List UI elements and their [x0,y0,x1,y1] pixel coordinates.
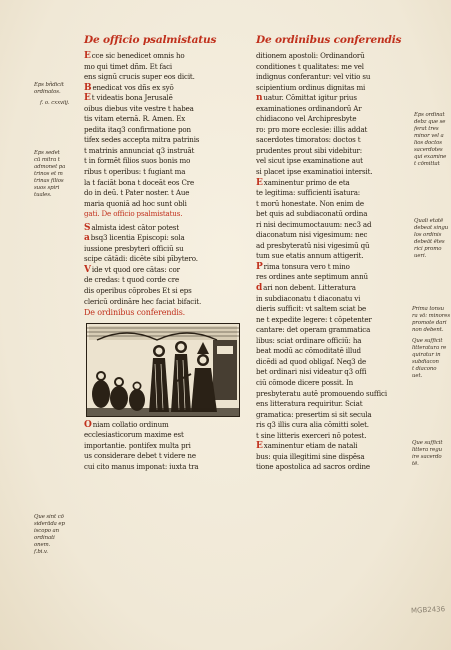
text-line-rest: t videatis bona Jerusalē [91,93,173,103]
text-line: de credas: t quod corde cre [84,275,180,285]
text-line: dis operibus cōprobes Et si eps [84,286,192,296]
text-line: vel sicut ipse examinatione aut [256,156,363,166]
text-line: sacerdotes timoratos: doctos t [256,135,361,145]
text-line-rest: xaminentur etiam de natali [263,441,358,451]
text-line: ne t expedite legere: t cōpetenter [256,314,372,324]
left-text-block-a [84,51,256,220]
text-line [84,265,256,276]
text-line: ens litteratura requiritur. Sciat [256,399,363,409]
text-line: chidiacono vel Archipresbyte [256,114,357,124]
text-line-rest: niam collatio ordinum [92,419,169,429]
text-line: cantare: det operam grammatica [256,325,371,335]
text-line: pedita itaq3 confirmatione pon [84,124,191,134]
text-line: scipe cātādi: dicēte sibi pībytero. [84,254,198,264]
text-line [84,233,256,244]
margin-reference: f. o. cxxviij. [40,100,70,106]
text-line: ris q3 illis cura alia cōmitti solet. [256,420,369,430]
text-line: indignus conferantur: vel vitio su [256,72,371,82]
rubric-initial: S [84,222,91,233]
right-heading: De ordinibus conferendis [256,34,402,46]
text-line-rest: almista idest cātor potest [91,222,180,232]
text-line: tifex sedes accepta mitra patrinis [84,135,200,145]
right-column [256,34,428,473]
text-line: maria quoniā ad hoc sunt obli [84,198,187,208]
text-line [256,283,428,294]
text-line [84,51,256,62]
text-line: ens signū crucis super eos dicit. [84,72,195,82]
text-line: in subdiaconatu t diaconatu vi [256,293,361,303]
text-line: ciū cōmode dicere possit. In [256,377,354,387]
text-line: conditiones t qualitates: me vel [256,61,364,71]
text-line [256,93,428,104]
text-line: ribus t operibus: t fugiant ma [84,167,186,177]
text-line [256,441,428,452]
text-line: cui cito manus imponat: iuxta tra [84,461,199,471]
rubric-initial: E [84,93,91,104]
text-line: presbyteratu autē promouendo suffici [256,388,387,398]
margin-note-bishop-sits: Eps sedet cū mitra t admonet pa trinos et m trinas filios suos spiri tuales. [34,150,66,198]
text-line: tum sue etatis annum attigerit. [256,251,364,261]
text-line: bet ordinari nisi videatur q3 offi [256,367,367,377]
woodcut-ordination-scene [87,324,239,416]
text-line: dicēdi ad quod obligaf. Neq3 de [256,356,367,366]
text-line: la t faciāt bona t doceāt eos Cre [84,177,195,187]
text-line: bus: quia illegitimi sine dispēsa [256,451,365,461]
margin-note-considerations: Que sint cō siderāda ep iscopo an ordinati onem. f.bi.v. [34,514,65,555]
text-line: tione apostolica ad sacros ordine [256,462,370,472]
text-line: ri nisi decimumoctauum: nec3 ad [256,219,372,229]
text-line: importantie. pontifex multa pri [84,440,191,450]
text-line [84,83,256,94]
rubric-initial: O [84,419,92,430]
left-text-block-c [84,420,256,473]
rubric-initial: E [256,441,263,452]
text-line: mo qui timet dñm. Et faci [84,61,173,71]
text-line [84,420,256,431]
text-line: si placet ipse examinatioi intersit. [256,167,373,177]
text-line: t matrinis annunciat q3 instruāt [84,145,195,155]
rubric-initial: E [84,51,91,61]
rubric-initial: n [256,93,263,104]
text-line: prudentes prout sibi videbitur: [256,145,362,155]
text-line: gati. De officio psalmistatus. [84,209,183,219]
text-line-rest: ari non debent. Litteratura [263,283,356,293]
text-line: ad presbyteratū nisi vigesimū qū [256,240,370,250]
text-line-rest: uatur. Cōmittat igitur prius [263,93,357,103]
text-line: libus: sciat ordinare officiū: ha [256,335,362,345]
text-line: gramatica: presertim si sit secula [256,409,372,419]
left-heading: De officio psalmistatus [84,34,217,46]
margin-note-age: Quali etatē debeat singu los ordinis debeāt ētes rici promo ueri. [414,218,449,259]
text-line [84,223,256,234]
text-line: beat modū ac cōmoditatē illud [256,346,361,356]
text-line: do in deū. t Pater noster. t Aue [84,188,190,198]
rubric-initial: E [256,177,263,188]
text-line: iussione presbyteri officiū su [84,243,184,253]
left-text-block-b [84,223,256,307]
margin-note-bishop-blesses: Eps bñdicit ordinatos. [34,82,64,95]
rubric-initial: B [84,82,92,93]
text-line: clericū ordināre hec faciat bifacit. [84,296,202,306]
text-line: us considerare debet t videre ne [84,451,196,461]
left-column [84,34,256,472]
text-line: diaconatum nisi vigesimum: nec [256,230,368,240]
text-line [256,262,428,273]
catalog-stamp: MGB2436 [410,605,446,615]
text-line: t morū honestate. Non enim de [256,198,364,208]
text-line: scipientium ordinus dignitas mi [256,82,366,92]
text-line-rest: xaminentur primo de eta [263,177,350,187]
left-subheading: De ordinibus conferendis. [84,308,186,318]
rubric-initial: P [256,261,263,272]
rubric-initial: a [84,233,90,244]
text-line [84,93,256,104]
text-line: t sine litteris exerceri nō potest. [256,430,367,440]
text-line-rest: rima tonsura vero t mino [263,261,350,271]
margin-note-tonsure: Prima tonsu ra vō: minores promote dari non debent. [412,306,451,333]
rubric-initial: V [84,264,91,275]
text-line: ecclesiasticorum maxime est [84,430,184,440]
right-text-block [256,51,428,473]
text-line: dieris sufficit: vt saltem sciat be [256,304,367,314]
text-line-rest: enedicat vos dñs ex syō [92,82,174,92]
margin-note-literacy: Que sufficit litteratura re quiratur in subdiacon t diacono uet. [412,338,447,379]
text-line-rest: bsq3 licentia Episcopi: sola [90,233,185,243]
text-line: te legitima: sufficienti īsatura: [256,188,361,198]
text-line: bet quis ad subdiaconatū ordina [256,209,368,219]
margin-note-examiners: Eps ordinat debz que se ferat tres minor vel a lios doctos sacerdotes qui examine t cōmittat [414,112,447,167]
text-line-rest: ide vt quod ore cātas: cor [91,264,180,274]
woodcut-illustration [86,323,240,417]
text-line: ro: pro more ecclesie: illis addat [256,124,368,134]
text-line: ditionem apostoli: Ordinandorū [256,51,365,60]
text-line: examinationes ordinandorū Ar [256,103,362,113]
margin-note-priest-literacy: Que sufficit littera regu ire sacerdo tē. [412,440,443,467]
rubric-initial: d [256,283,263,294]
text-line: res ordines ante septimum annū [256,272,368,282]
text-line: t in formēt filios suos bonis mo [84,156,191,166]
text-line: oibus diebus vite vestre t habea [84,103,194,113]
text-line-rest: cce sic benedicet omnis ho [91,51,185,60]
text-line: tis vitam eternā. R. Amen. Ex [84,114,186,124]
text-line [256,178,428,189]
